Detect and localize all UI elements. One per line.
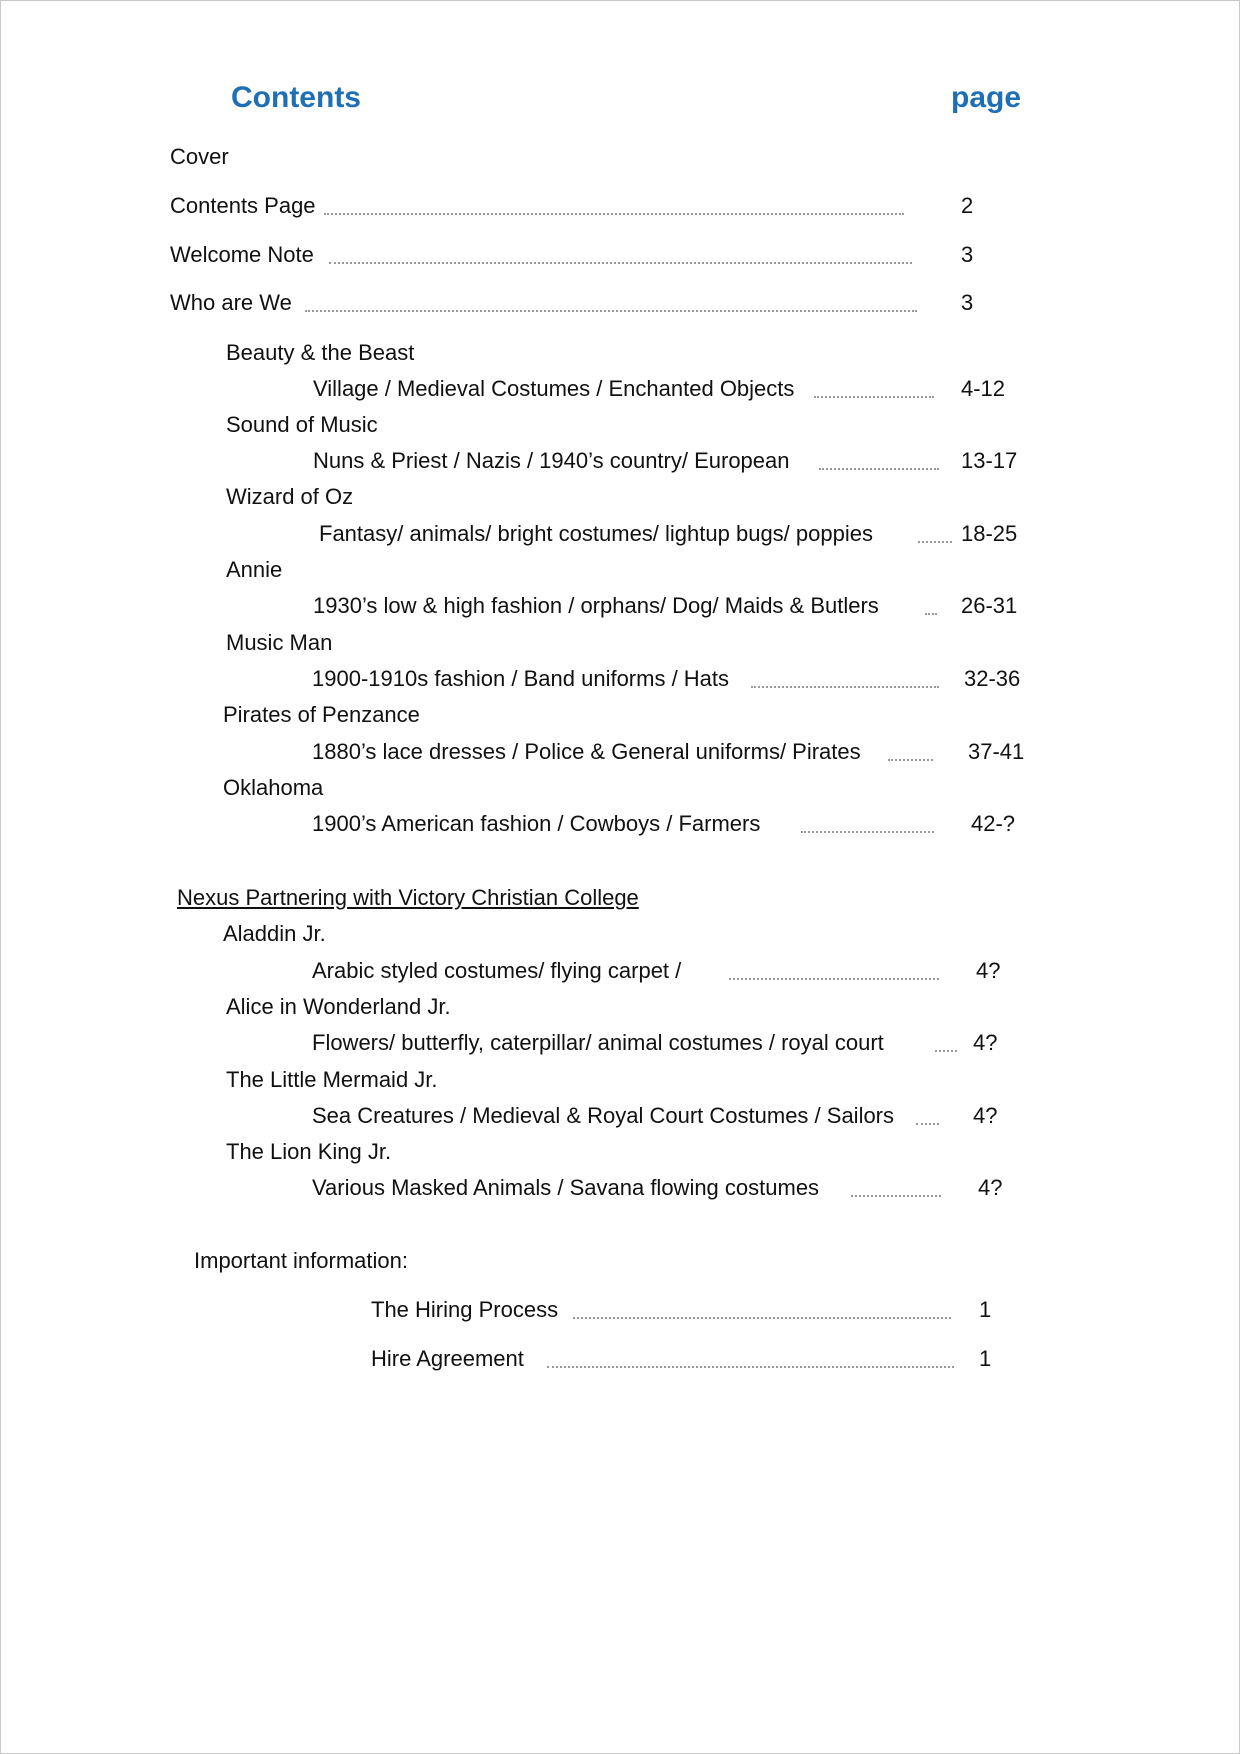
toc-entry (1, 590, 1240, 622)
toc-entry-label: Various Masked Animals / Savana flowing costumes (312, 1175, 820, 1200)
toc-entry-label: Hire Agreement (371, 1346, 524, 1371)
toc-entry (1, 1294, 1240, 1326)
important-section-label: Important information: (194, 1248, 408, 1273)
toc-entry (1, 991, 1240, 1023)
toc-entry (1, 1027, 1240, 1059)
toc-entry-label: Sound of Music (226, 412, 378, 437)
toc-entry (1, 409, 1240, 441)
dot-leader (819, 466, 939, 470)
nexus-section-title: Nexus Partnering with Victory Christian College (177, 885, 639, 910)
toc-entry-page: 32-36 (964, 666, 1021, 691)
toc-entry-label: Alice in Wonderland Jr. (226, 994, 451, 1019)
toc-entry-page: 13-17 (961, 448, 1018, 473)
toc-entry (1, 1100, 1240, 1132)
dot-leader (925, 611, 937, 615)
toc-entry-page: 2 (961, 193, 974, 218)
toc-entry (1, 1064, 1240, 1096)
toc-entry (1, 481, 1240, 513)
toc-entry-page: 4? (973, 1030, 998, 1055)
toc-entry-page: 26-31 (961, 593, 1018, 618)
toc-entry-page: 1 (979, 1297, 992, 1322)
toc-entry-label: Sea Creatures / Medieval & Royal Court Costumes / Sailors (312, 1103, 895, 1128)
toc-entry-page: 4-12 (961, 376, 1006, 401)
toc-entry (1, 1136, 1240, 1168)
toc-entry (1, 190, 1240, 222)
dot-leader (329, 260, 912, 264)
toc-entry-page: 3 (961, 242, 974, 267)
toc-entry (1, 808, 1240, 840)
toc-entry (1, 663, 1240, 695)
dot-leader (573, 1315, 951, 1319)
toc-entry (1, 554, 1240, 586)
dot-leader (324, 211, 904, 215)
toc-entry-label: 1930’s low & high fashion / orphans/ Dog/ Maids & Butlers (313, 593, 879, 618)
toc-entry-label: Nuns & Priest / Nazis / 1940’s country/ European (313, 448, 790, 473)
contents-heading: Contents (231, 81, 361, 114)
toc-entry-label: Pirates of Penzance (223, 702, 420, 727)
toc-entry-label: Welcome Note (170, 242, 314, 267)
dot-leader (751, 684, 939, 688)
toc-entry-page: 37-41 (968, 739, 1025, 764)
toc-entry (1, 1172, 1240, 1204)
toc-entry (1, 955, 1240, 987)
dot-leader (888, 757, 933, 761)
toc-entry (1, 772, 1240, 804)
toc-entry-page: 3 (961, 290, 974, 315)
dot-leader (916, 1121, 939, 1125)
toc-entry (1, 373, 1240, 405)
toc-entry-label: Music Man (226, 630, 333, 655)
toc-entry (1, 287, 1240, 319)
toc-entry (1, 518, 1240, 550)
dot-leader (935, 1048, 957, 1052)
toc-entry-page: 1 (979, 1346, 992, 1371)
toc-entry-page: 4? (978, 1175, 1003, 1200)
toc-entry-label: Flowers/ butterfly, caterpillar/ animal costumes / royal court (312, 1030, 884, 1055)
toc-entry-label: 1900-1910s fashion / Band uniforms / Hats (312, 666, 730, 691)
toc-entry-label: The Hiring Process (371, 1297, 559, 1322)
toc-entry-label: 1880’s lace dresses / Police & General uniforms/ Pirates (312, 739, 861, 764)
toc-entry-label: The Lion King Jr. (226, 1139, 392, 1164)
toc-entry (1, 1343, 1240, 1375)
toc-entry-label: Oklahoma (223, 775, 324, 800)
toc-entry-page: 4? (973, 1103, 998, 1128)
dot-leader (801, 829, 934, 833)
toc-entry (1, 918, 1240, 950)
dot-leader (918, 539, 952, 543)
dot-leader (547, 1364, 954, 1368)
toc-entry (1, 699, 1240, 731)
toc-entry-label: The Little Mermaid Jr. (226, 1067, 438, 1092)
toc-entry-label: Arabic styled costumes/ flying carpet / (312, 958, 682, 983)
toc-entry-label: Contents Page (170, 193, 316, 218)
page-column-heading: page (951, 81, 1022, 114)
toc-entry-label: Beauty & the Beast (226, 340, 415, 365)
toc-entry-label: 1900’s American fashion / Cowboys / Farmers (312, 811, 761, 836)
toc-entry-page: 18-25 (961, 521, 1018, 546)
toc-entry (1, 337, 1240, 369)
toc-entry (1, 627, 1240, 659)
toc-entry-label: Fantasy/ animals/ bright costumes/ lightup bugs/ poppies (319, 521, 873, 546)
toc-entry (1, 445, 1240, 477)
toc-entry-label: Aladdin Jr. (223, 921, 326, 946)
dot-leader (814, 394, 934, 398)
dot-leader (305, 308, 917, 312)
dot-leader (851, 1193, 941, 1197)
important-section-title (1, 1245, 1240, 1277)
toc-entry-label: Annie (226, 557, 283, 582)
toc-entry-label: Village / Medieval Costumes / Enchanted Objects (313, 376, 795, 401)
toc-entry (1, 141, 1240, 173)
dot-leader (729, 976, 939, 980)
toc-entry-label: Wizard of Oz (226, 484, 354, 509)
toc-entry (1, 736, 1240, 768)
toc-entry-label: Cover (170, 144, 229, 169)
toc-entry-page: 4? (976, 958, 1001, 983)
toc-entry (1, 239, 1240, 271)
toc-entry-page: 42-? (971, 811, 1016, 836)
toc-entry-label: Who are We (170, 290, 292, 315)
